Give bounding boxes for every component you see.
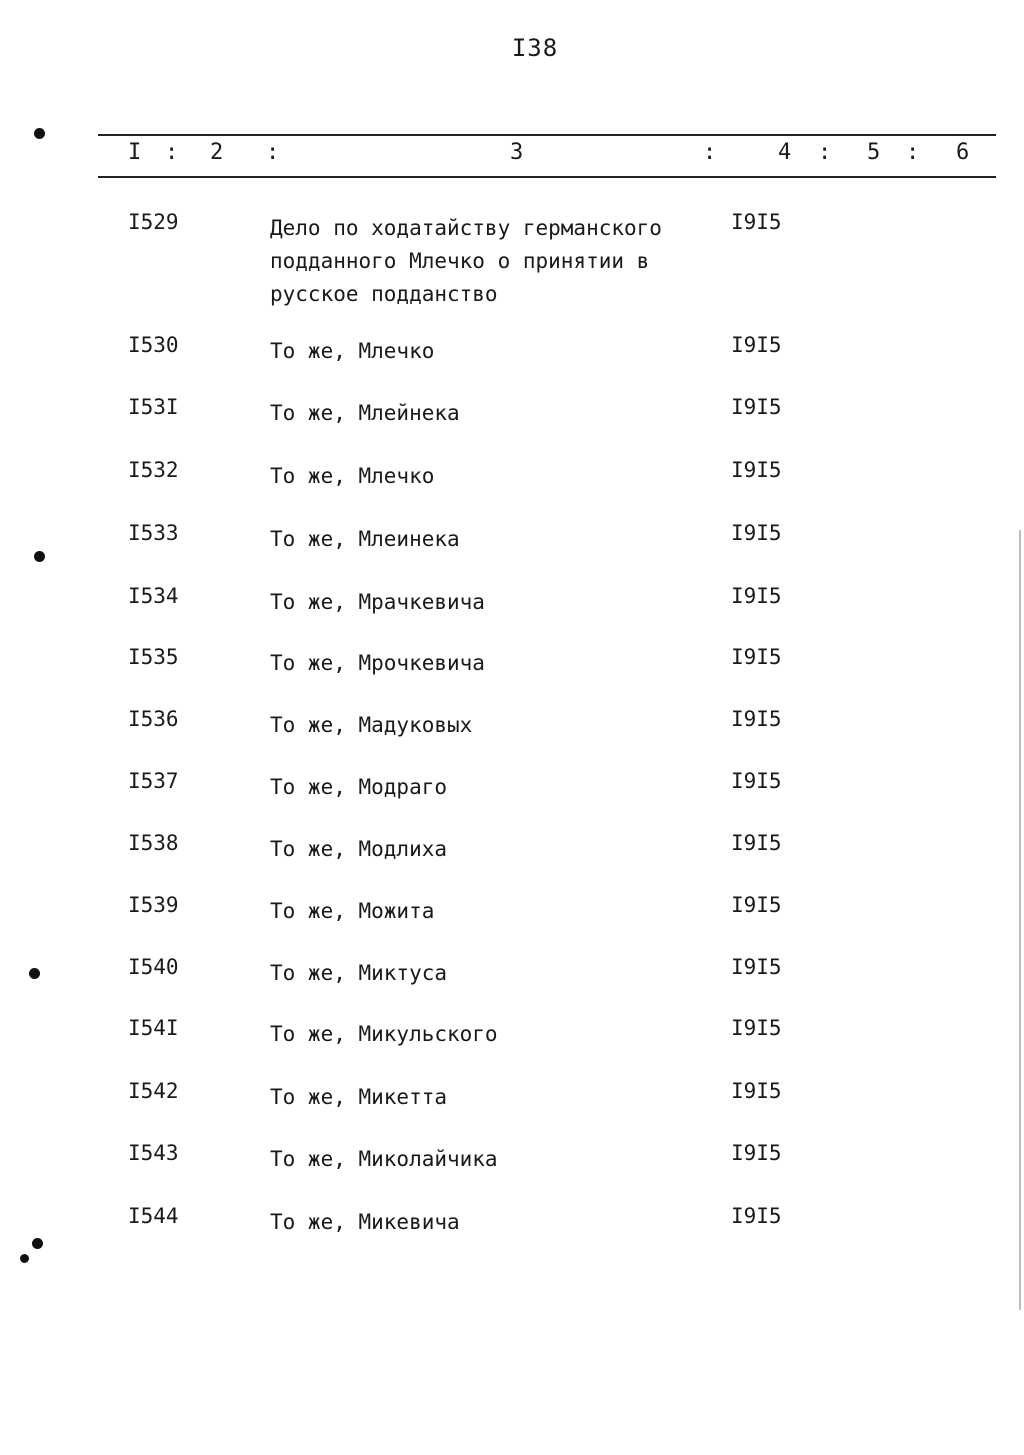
case-description: То же, Млеинека (270, 527, 460, 551)
column-separator: : (165, 140, 179, 165)
case-year: I9I5 (731, 893, 782, 917)
column-3-label: 3 (510, 140, 524, 165)
header-bottom-rule (98, 176, 996, 178)
case-year: I9I5 (731, 333, 782, 357)
case-year: I9I5 (731, 395, 782, 419)
case-year: I9I5 (731, 1016, 782, 1040)
case-description: То же, Миколайчика (270, 1147, 498, 1171)
case-description: То же, Модлиха (270, 837, 448, 861)
case-number: I537 (128, 769, 179, 793)
case-year: I9I5 (731, 584, 782, 608)
case-number: I533 (128, 521, 179, 545)
column-6-label: 6 (956, 140, 970, 165)
case-year: I9I5 (731, 458, 782, 482)
column-4-label: 4 (778, 140, 792, 165)
case-number: I530 (128, 333, 179, 357)
column-separator: : (266, 140, 280, 165)
case-description: То же, Микевича (270, 1210, 460, 1234)
case-year: I9I5 (731, 1079, 782, 1103)
case-description: То же, Микульского (270, 1022, 498, 1046)
case-year: I9I5 (731, 955, 782, 979)
case-description: То же, Миктуса (270, 961, 448, 985)
case-number: I544 (128, 1204, 179, 1228)
case-number: I54I (128, 1016, 179, 1040)
case-description: То же, Млейнека (270, 401, 460, 425)
case-number: I540 (128, 955, 179, 979)
case-description: То же, Мрочкевича (270, 651, 485, 675)
case-number: I535 (128, 645, 179, 669)
case-number: I53I (128, 395, 179, 419)
case-year: I9I5 (731, 1204, 782, 1228)
case-description: То же, Можита (270, 899, 435, 923)
binder-hole-mark (29, 968, 40, 979)
case-number: I532 (128, 458, 179, 482)
case-description: Дело по ходатайству германского подданного Млечко о принятии в русское подданство (270, 216, 662, 306)
case-number: I529 (128, 210, 179, 234)
binder-hole-mark (32, 1238, 43, 1249)
header-top-rule (98, 134, 996, 136)
column-5-label: 5 (867, 140, 881, 165)
binder-hole-mark (34, 128, 45, 139)
binder-hole-mark (34, 551, 45, 562)
page-number: I38 (511, 34, 559, 62)
column-1-label: I (128, 140, 142, 165)
column-separator: : (818, 140, 832, 165)
case-year: I9I5 (731, 1141, 782, 1165)
case-number: I542 (128, 1079, 179, 1103)
case-year: I9I5 (731, 210, 782, 234)
case-year: I9I5 (731, 769, 782, 793)
case-number: I534 (128, 584, 179, 608)
case-year: I9I5 (731, 707, 782, 731)
case-number: I543 (128, 1141, 179, 1165)
case-number: I536 (128, 707, 179, 731)
case-number: I539 (128, 893, 179, 917)
case-description: То же, Мадуковых (270, 713, 473, 737)
case-year: I9I5 (731, 645, 782, 669)
case-description: То же, Микетта (270, 1085, 448, 1109)
case-year: I9I5 (731, 831, 782, 855)
case-description: То же, Млечко (270, 464, 435, 488)
case-description: То же, Млечко (270, 339, 435, 363)
case-year: I9I5 (731, 521, 782, 545)
case-description: То же, Мрачкевича (270, 590, 485, 614)
column-separator: : (906, 140, 920, 165)
column-separator: : (703, 140, 717, 165)
case-description: То же, Модраго (270, 775, 448, 799)
case-number: I538 (128, 831, 179, 855)
column-2-label: 2 (210, 140, 224, 165)
binder-hole-mark (20, 1254, 29, 1263)
page-edge-shadow (1019, 530, 1021, 1310)
